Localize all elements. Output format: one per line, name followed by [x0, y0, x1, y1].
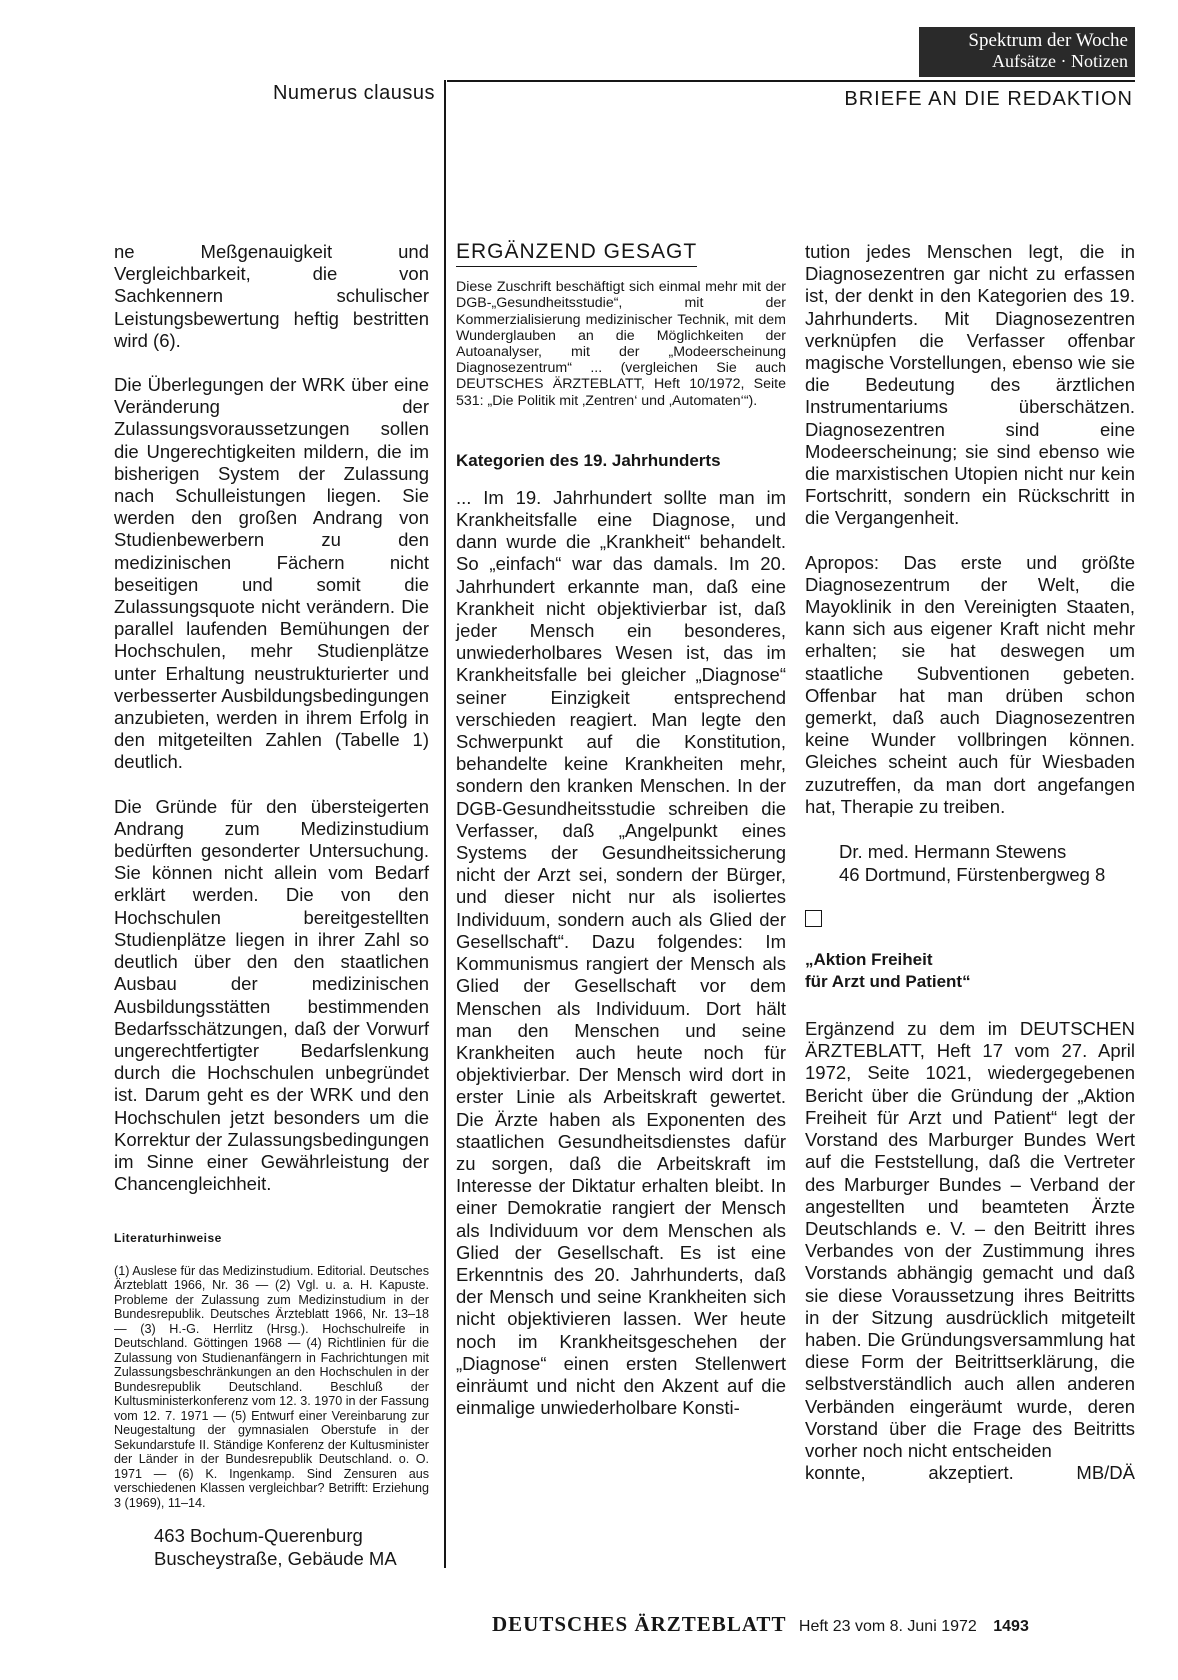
page-footer: [492, 1612, 1135, 1638]
signature-line: Dr. med. Hermann Stewens: [839, 841, 1067, 863]
author-initials: MB/DÄ: [1076, 1462, 1135, 1484]
rubric-badge-line1: Spektrum der Woche: [968, 30, 1128, 51]
address-line: 463 Bochum-Querenburg: [154, 1525, 363, 1547]
author-address: [114, 1524, 429, 1570]
letter-signature: [805, 840, 1135, 886]
paragraph: tution jedes Menschen legt, die in Diagnosezentren gar nicht zu erfassen ist, der denkt in den Kategorien des 19. Jahrhunderts. Mit Diagnosezentren verknüpfen die Verfasser offenbar magische Vorstellungen, ebenso wie sie die Bedeutung des ärztlichen Instrumentariums überschätzen. Diagnosezentren sind eine Modeerscheinung; sie sind ebenso wie die marxistischen Utopien nicht nur kein Fortschritt, sondern ein Rückschritt in die Vergangenheit.: [805, 241, 1135, 529]
letter-kicker: ERGÄNZEND GESAGT: [456, 241, 697, 267]
section-title-right: BRIEFE AN DIE REDAKTION: [844, 88, 1133, 110]
section-title-left: Numerus clausus: [272, 82, 435, 104]
rubric-badge: [919, 27, 1135, 77]
paragraph: ... Im 19. Jahrhundert sollte man im Krankheitsfalle eine Diagnose, und dann wurde die „Krankheit“ behandelt. So „einfach“ war das damals. Im 20. Jahrhundert erkannte man, daß eine Krankheit nicht objektivierbar ist, daß jeder Mensch ein besonderes, unwiederholbares Wesen ist, das im Krankheitsfalle bei gleicher „Diagnose“ seiner Einzigkeit entsprechend verschieden reagiert. Man legte den Schwerpunkt auf die Konstitution, behandelte keine Krankheiten mehr, sondern den kranken Menschen. In der DGB-Gesundheitsstudie schreiben die Verfasser, daß „Angelpunkt eines Systems der Gesundheitssicherung nicht der Arzt sei, sondern der Bürger, und dieser nicht nur als isoliertes Individuum, sondern auch als Glied der Gesellschaft“. Dazu folgendes: Im Kommunismus rangiert der Mensch als Glied der Gesellschaft vor dem Menschen als Individuum. Dort hält man den Menschen und seine Krankheiten auch heute noch für objektivierbar. Der Mensch wird dort in erster Linie als Arbeitskraft gewertet. Die Ärzte haben als Exponenten des staatlichen Gesundheitsdienstes dafür zu sorgen, daß die Arbeitskraft im Interesse der Diktatur erhalten bleibt. In einer Demokratie rangiert der Mensch als Individuum vor dem Menschen als Glied der Gesellschaft. Es ist eine Erkenntnis des 20. Jahrhunderts, daß der Mensch und seine Krankheiten sich nicht objektivieren lassen. Wer heute noch im Krankheitsgeschehen der „Diagnose“ einen ersten Stellenwert einräumt und nicht den Akzent auf die einmalige unwiederholbare Konsti-: [456, 486, 786, 1419]
paragraph: Die Gründe für den übersteigerten Andrang zum Medizinstudium bedürften gesonderter Untersuchung. Sie können nicht allein vom Bedarf erklärt werden. Die von den Hochschulen bereitgestellten Studienplätze liegen in ihrer Zahl so deutlich über den den staatlichen Ausbau der medizinischen Ausbildungsstätten bestimmenden Bedarfsschätzungen, daß der Vorwurf ungerechtfertigter Bedarfslenkung durch die Hochschulen unbegründet ist. Darum geht es der WRK und den Hochschulen jetzt besonders um die Korrektur der Zulassungsbedingungen im Sinne einer Gewährleistung der Chancengleichheit.: [114, 795, 429, 1195]
column-rule: [444, 80, 446, 1568]
closing-line: [805, 1462, 1135, 1484]
references-text: (1) Auslese für das Medizinstudium. Editorial. Deutsches Ärzteblatt 1966, Nr. 36 — (2) Vgl. u. a. H. Kapuste. Probleme der Zulassung zum Medizinstudium in der Bundesrepublik. Deutsches Ärzteblatt 1966, Nr. 13–18 — (3) H.-G. Herrlitz (Hrsg.). Hochschulreife in Deutschland. Göttingen 1968 — (4) Richtlinien für die Zulassung von Studienanfängern in Fachrichtungen mit Zulassungsbeschränkungen an den Hochschulen in der Bundesrepublik Deutschland. Beschluß der Kultusministerkonferenz vom 12. 3. 1970 in der Fassung vom 12. 7. 1971 — (5) Entwurf einer Vereinbarung zur Neugestaltung der gymnasialen Oberstufe in der Sekundarstufe II. Ständige Konferenz der Kultusminister der Länder in der Bundesrepublik Deutschland. o. O. 1971 — (6) K. Ingenkamp. Sind Zensuren aus verschiedenen Klassen vergleichbar? Betrifft: Erziehung 3 (1969), 11–14.: [114, 1263, 430, 1510]
signature-line: 46 Dortmund, Fürstenbergweg 8: [839, 864, 1106, 886]
address-line: Buscheystraße, Gebäude MA: [154, 1548, 397, 1570]
subheading-line: für Arzt und Patient“: [805, 972, 971, 992]
column-right: [805, 241, 1135, 1484]
column-middle: [456, 241, 786, 1419]
header-rule: [447, 80, 1135, 82]
subheading-line: „Aktion Freiheit: [805, 950, 933, 970]
references-heading: Literaturhinweise: [114, 1231, 222, 1246]
paragraph: Die Überlegungen der WRK über eine Veränderung der Zulassungsvoraussetzungen sollen die Ungerechtigkeiten mildern, die im bisherigen System der Zulassung nach Schulleistungen liegen. Sie werden den großen Andrang von Studienbewerbern zu den medizinischen Fächern nicht beseitigen und somit die Zulassungsquote nicht verändern. Die parallel laufenden Bemühungen der Hochschulen, mehr Studienplätze unter Erhaltung neustrukturierter und verbesserter Ausbildungsbedingungen anzubieten, werden in ihrem Erfolg in den mitgeteilten Zahlen (Tabelle 1) deutlich.: [114, 374, 429, 773]
letter-subheading: [805, 949, 1135, 993]
paragraph: Ergänzend zu dem im DEUTSCHEN ÄRZTEBLATT, Heft 17 vom 27. April 1972, Seite 1021, wiedergegebenen Bericht über die Gründung der „Aktion Freiheit für Arzt und Patient“ legt der Vorstand des Marburger Bundes Wert auf die Feststellung, daß die Vertreter des Marburger Bundes – Verband der angestellten und beamteten Ärzte Deutschlands e. V. – den Beitritt ihres Verbandes von der Zustimmung ihres Vorstands abhängig gemacht und daß sie diese Voraussetzung ihres Beitritts in der Sitzung ausdrücklich mitgeteilt haben. Die Gründungsversammlung hat diese Form der Beitrittserklärung, die selbstverständlich auch allen anderen Verbänden eingeräumt wurde, deren Vorstand über die Frage des Beitritts vorher noch nicht entscheiden: [805, 1018, 1135, 1461]
page-number: 1493: [993, 1618, 1029, 1635]
column-left: [114, 241, 429, 1570]
journal-masthead: DEUTSCHES ÄRZTEBLATT: [492, 1612, 787, 1636]
end-mark-square: [805, 910, 822, 927]
letter-subheading: Kategorien des 19. Jahrhunderts: [456, 450, 721, 470]
closing-text: konnte, akzeptiert.: [805, 1462, 1014, 1484]
rubric-badge-line2: Aufsätze · Notizen: [992, 51, 1128, 71]
editor-intro: Diese Zuschrift beschäftigt sich einmal mehr mit der DGB-„Gesundheitsstudie“, mit der Kommerzialisierung medizinischer Technik, mit dem Wunderglauben an die Möglichkeiten der Autoanalyser, mit der „Modeerscheinung Diagnosezentrum“ ... (vergleichen Sie auch DEUTSCHES ÄRZTEBLATT, Heft 10/1972, Seite 531: „Die Politik mit ‚Zentren‘ und ‚Automaten‘“).: [456, 279, 786, 409]
issue-info: Heft 23 vom 8. Juni 1972: [798, 1618, 977, 1635]
paragraph: Apropos: Das erste und größte Diagnosezentrum der Welt, die Mayoklinik in den Vereinigten Staaten, kann sich aus eigener Kraft nicht mehr erhalten; sie hat deswegen um staatliche Subventionen gebeten. Offenbar hat man drüben schon gemerkt, daß auch Diagnosezentren keine Wunder vollbringen können. Gleiches scheint auch für Wiesbaden zuzutreffen, da man dort angefangen hat, Therapie zu treiben.: [805, 551, 1135, 817]
paragraph: ne Meßgenauigkeit und Vergleichbarkeit, die von Sachkennern schulischer Leistungsbewertung heftig bestritten wird (6).: [114, 241, 429, 351]
